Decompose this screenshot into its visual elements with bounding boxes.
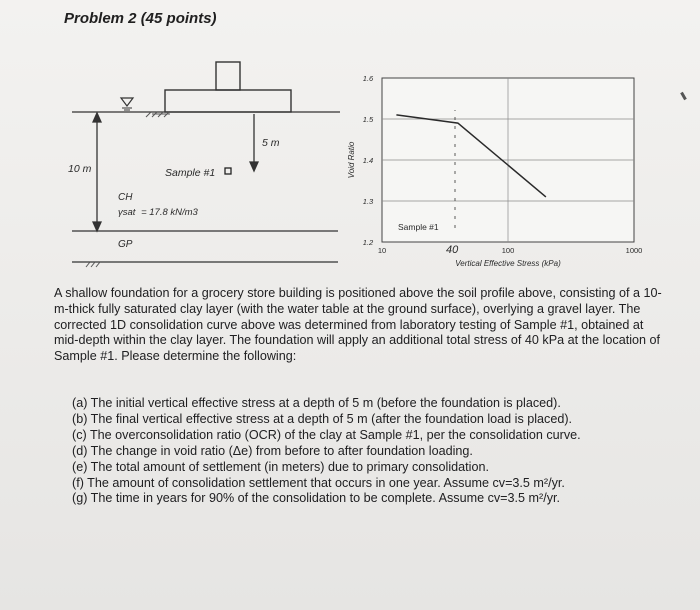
y-tick-label: 1.4 <box>362 156 374 165</box>
x-tick-label: 1000 <box>625 246 643 255</box>
x-tick-label: 100 <box>501 246 515 255</box>
foundation-column <box>216 62 240 90</box>
clay-soil-label: CH <box>118 192 133 203</box>
sample-label: Sample #1 <box>165 167 216 179</box>
question-item: (g) The time in years for 90% of the consolidation to be complete. Assume cv=3.5 m²/yr. <box>72 491 561 506</box>
bottom-hatch <box>86 262 100 267</box>
problem-title: Problem 2 (45 points) <box>64 10 217 27</box>
x-tick-label: 10 <box>377 246 387 255</box>
depth-5m-arrow <box>250 114 258 171</box>
y-tick-label: 1.5 <box>362 115 374 124</box>
sample-marker-icon <box>225 168 231 174</box>
water-table-icon <box>121 98 133 110</box>
soil-profile-and-consolidation-chart <box>0 0 700 285</box>
y-tick-label: 1.3 <box>362 197 374 206</box>
unit-weight-value: = 17.8 kN/m3 <box>141 207 198 218</box>
depth-10m-label: 10 m <box>68 163 92 175</box>
question-list <box>72 396 682 507</box>
ground-hatch <box>146 112 170 117</box>
gravel-soil-label: GP <box>118 239 133 250</box>
y-axis-label: Void Ratio <box>347 141 356 179</box>
question-item: (c) The overconsolidation ratio (OCR) of the clay at Sample #1, per the consolidation curve. <box>72 427 581 442</box>
y-tick-label: 1.6 <box>362 74 374 83</box>
question-item: (e) The total amount of settlement (in meters) due to primary consolidation. <box>72 459 489 474</box>
question-item: (b) The final vertical effective stress at a depth of 5 m (after the foundation load is placed). <box>72 411 573 426</box>
handwritten-40-mark: 40 <box>446 244 459 256</box>
question-item: (f) The amount of consolidation settlement that occurs in one year. Assume cv=3.5 m²/yr. <box>72 475 565 490</box>
unit-weight-text <box>118 207 199 218</box>
y-tick-labels <box>363 74 374 247</box>
depth-5m-label: 5 m <box>262 137 280 149</box>
unit-weight-symbol: γsat <box>118 207 136 218</box>
question-item: (a) The initial vertical effective stress at a depth of 5 m (before the foundation is placed). <box>72 396 561 410</box>
consolidation-chart <box>347 74 642 268</box>
sample-annotation: Sample #1 <box>398 222 439 232</box>
question-item: (d) The change in void ratio (Δe) from before to after foundation loading. <box>72 443 473 458</box>
soil-profile <box>68 62 340 267</box>
problem-description: A shallow foundation for a grocery store building is positioned above the soil profile above, consisting of a 10-m-thick fully saturated clay layer (with the water table at the ground surface), overlying a gravel layer. The corrected 1D consolidation curve above was determined from laboratory testing of Sample #1, obtained at mid-depth within the clay layer. The foundation will apply an additional total stress of 40 kPa at the location of Sample #1. Please determine the following: <box>54 286 662 364</box>
depth-10m-arrow <box>93 113 101 231</box>
x-tick-labels <box>378 246 643 255</box>
foundation-footing <box>165 90 291 112</box>
x-axis-label: Vertical Effective Stress (kPa) <box>455 259 561 268</box>
y-tick-label: 1.2 <box>362 238 374 247</box>
